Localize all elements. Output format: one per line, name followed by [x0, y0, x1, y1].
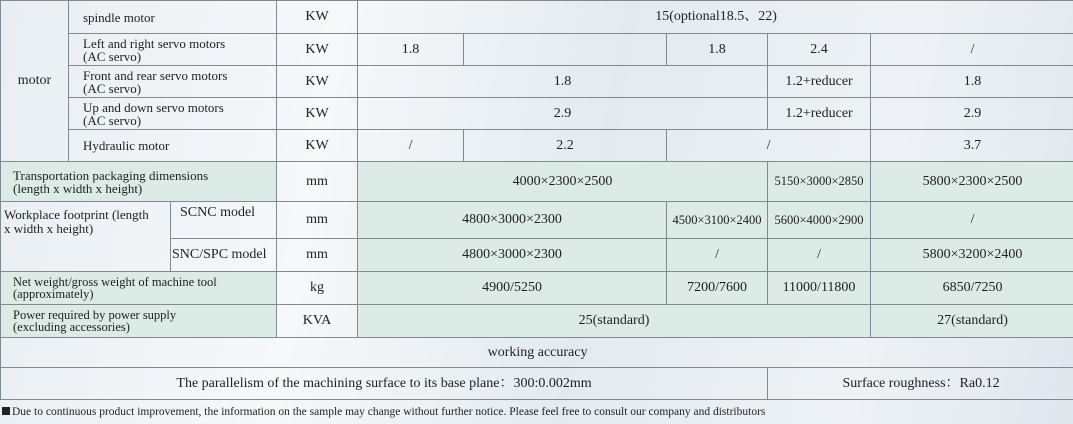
lr-servo-unit: KW — [277, 34, 358, 66]
machine-weight-label: Net weight/gross weight of machine tool (approximately) — [1, 272, 277, 305]
scnc-footprint-value: 5600×4000×2900 — [768, 202, 871, 239]
spindle-motor-value: 15(optional18.5、22) — [358, 1, 1073, 34]
machine-weight-value: 7200/7600 — [667, 272, 768, 305]
scnc-footprint-value: / — [871, 202, 1073, 239]
ud-servo-value: 2.9 — [871, 98, 1073, 130]
working-accuracy-title: working accuracy — [1, 338, 1073, 368]
lr-servo-value — [464, 34, 667, 66]
snc-spc-footprint-value: 5800×3200×2400 — [871, 239, 1073, 272]
lr-servo-value: 1.8 — [358, 34, 464, 66]
motor-group-label: motor — [1, 1, 69, 162]
hydraulic-motor-value: / — [358, 130, 464, 162]
fr-servo-value: 1.8 — [871, 66, 1073, 98]
footnote — [2, 406, 765, 418]
transport-dimensions-unit: mm — [277, 162, 358, 202]
lr-servo-value: / — [871, 34, 1073, 66]
machine-weight-value: 4900/5250 — [358, 272, 667, 305]
ud-servo-label: Up and down servo motors (AC servo) — [69, 98, 277, 130]
power-supply-label: Power required by power supply (excluding accessories) — [1, 305, 277, 338]
surface-roughness-spec: Surface roughness：Ra0.12 — [768, 368, 1073, 400]
scnc-model-unit: mm — [277, 202, 358, 239]
hydraulic-motor-value: / — [667, 130, 871, 162]
snc-spc-footprint-value: / — [768, 239, 871, 272]
hydraulic-motor-value: 3.7 — [871, 130, 1073, 162]
scnc-footprint-value: 4500×3100×2400 — [667, 202, 768, 239]
machine-weight-value: 11000/11800 — [768, 272, 871, 305]
fr-servo-value: 1.8 — [358, 66, 768, 98]
lr-servo-value: 1.8 — [667, 34, 768, 66]
transport-dimensions-value: 4000×2300×2500 — [358, 162, 768, 202]
square-bullet-icon — [2, 407, 10, 415]
ud-servo-value: 1.2+reducer — [768, 98, 871, 130]
power-supply-value: 25(standard) — [358, 305, 871, 338]
footnote-text: Due to continuous product improvement, the information on the sample may change without further notice. Please feel free to consult our company and distributors — [12, 406, 766, 418]
power-supply-value: 27(standard) — [871, 305, 1073, 338]
hydraulic-motor-value: 2.2 — [464, 130, 667, 162]
machine-weight-value: 6850/7250 — [871, 272, 1073, 305]
footprint-label: Workplace footprint (length x width x height) — [1, 202, 171, 272]
fr-servo-unit: KW — [277, 66, 358, 98]
spindle-motor-unit: KW — [277, 1, 358, 34]
snc-spc-model-label: SNC/SPC model — [171, 239, 277, 272]
power-supply-unit: KVA — [277, 305, 358, 338]
lr-servo-value: 2.4 — [768, 34, 871, 66]
ud-servo-unit: KW — [277, 98, 358, 130]
parallelism-spec: The parallelism of the machining surface to its base plane：300:0.002mm — [1, 368, 768, 400]
fr-servo-value: 1.2+reducer — [768, 66, 871, 98]
transport-dimensions-value: 5150×3000×2850 — [768, 162, 871, 202]
snc-spc-model-unit: mm — [277, 239, 358, 272]
hydraulic-motor-unit: KW — [277, 130, 358, 162]
scnc-footprint-value: 4800×3000×2300 — [358, 202, 667, 239]
transport-dimensions-label: Transportation packaging dimensions (length x width x height) — [1, 162, 277, 202]
transport-dimensions-value: 5800×2300×2500 — [871, 162, 1073, 202]
fr-servo-label: Front and rear servo motors (AC servo) — [69, 66, 277, 98]
ud-servo-value: 2.9 — [358, 98, 768, 130]
scnc-model-label: SCNC model — [171, 202, 277, 239]
snc-spc-footprint-value: / — [667, 239, 768, 272]
snc-spc-footprint-value: 4800×3000×2300 — [358, 239, 667, 272]
lr-servo-label: Left and right servo motors (AC servo) — [69, 34, 277, 66]
spindle-motor-label: spindle motor — [69, 1, 277, 34]
machine-weight-unit: kg — [277, 272, 358, 305]
hydraulic-motor-label: Hydraulic motor — [69, 130, 277, 162]
